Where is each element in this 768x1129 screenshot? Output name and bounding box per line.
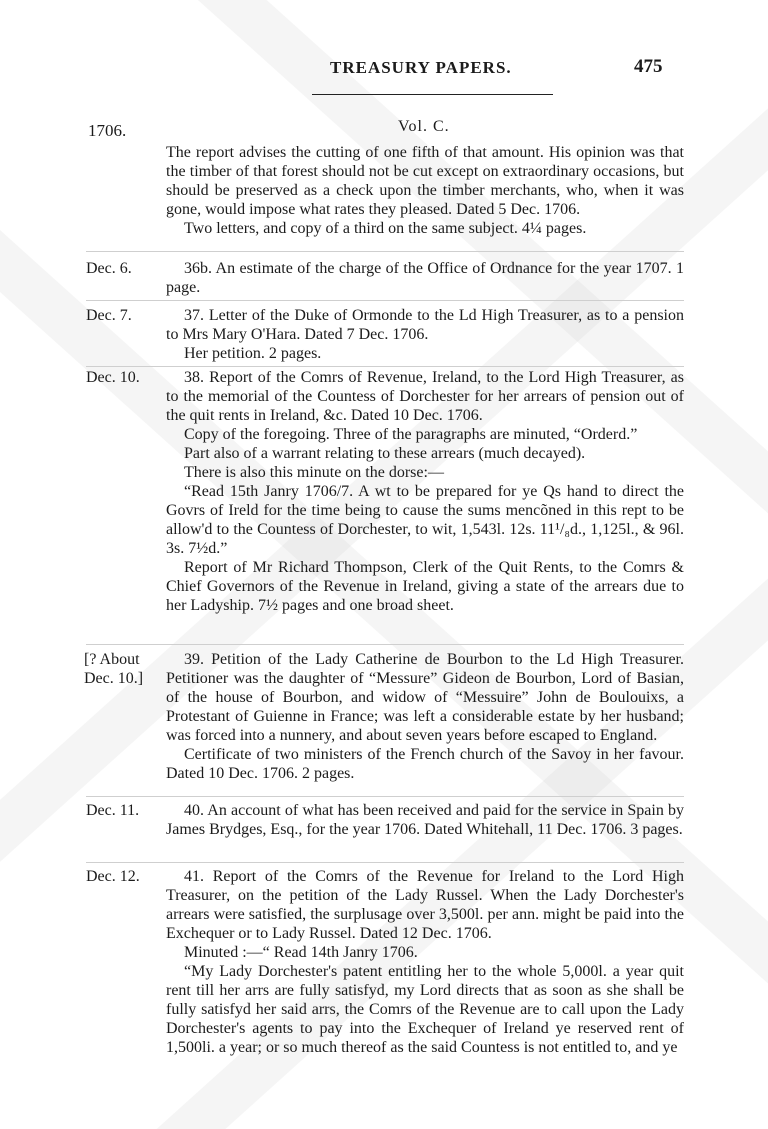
paragraph: Copy of the foregoing. Three of the paragraphs are minuted, “Orderd.” (184, 426, 638, 443)
entry-text (166, 867, 684, 1057)
running-title: TREASURY PAPERS. (330, 58, 512, 77)
entry-date: Dec. 7. (86, 307, 132, 324)
entry-text (166, 368, 684, 615)
paragraph: 41. Report of the Comrs of the Revenue for Ireland to the Lord High Treasurer, on the petition of the Lady Russel. When the Lady Dorchester's arrears were satisfied, the surplusage over 3,500l. per ann. might be paid into the Exchequer or to Lady Russel. Dated 12 Dec. 1706. (166, 868, 684, 942)
entry-date: Dec. 6. (86, 260, 132, 277)
paragraph: 38. Report of the Comrs of Revenue, Ireland, to the Lord High Treasurer, as to the memorial of the Countess of Dorchester for her arrears of pension out of the quit rents in Ireland, &c. Dated 10 Dec. 1706. (166, 369, 684, 424)
paragraph: Minuted :—“ Read 14th Janry 1706. (184, 944, 418, 961)
paragraph: 37. Letter of the Duke of Ormonde to the Ld High Treasurer, as to a pension to Mrs Mary O'Hara. Dated 7 Dec. 1706. (166, 307, 684, 343)
paragraph: The report advises the cutting of one fifth of that amount. His opinion was that the timber of that forest should not be cut except on extraordinary occasions, but should be preserved as a check upon the timber merchants, who, when it was gone, would impose what rates they pleased. Dated 5 Dec. 1706. (166, 144, 684, 218)
entry-text (166, 650, 684, 783)
entry-date: Dec. 11. (86, 802, 140, 819)
paragraph: Report of Mr Richard Thompson, Clerk of the Quit Rents, to the Comrs & Chief Governors of the Revenue in Ireland, giving a state of the arrears due to her Ladyship. 7½ pages and one broad sheet. (166, 559, 684, 614)
paragraph: “Read 15th Janry 1706/7. A wt to be prepared for ye Qs hand to direct the Govrs of Ireld for the time being to cause the sums mencõned in this rept to be allow'd to the Countess of Dorchester, to wit, 1,543l. 12s. 11¹/₈d., 1,125l., & 96l. 3s. 7½d.” (166, 483, 684, 557)
entry-text (166, 143, 684, 238)
paragraph: Two letters, and copy of a third on the same subject. 4¼ pages. (184, 220, 587, 237)
entry-text (166, 801, 684, 839)
paragraph: Certificate of two ministers of the French church of the Savoy in her favour. Dated 10 Dec. 1706. 2 pages. (166, 746, 684, 782)
paragraph: Part also of a warrant relating to these arrears (much decayed). (184, 445, 586, 462)
paragraph: 39. Petition of the Lady Catherine de Bourbon to the Ld High Treasurer. Petitioner was the daughter of “Messure” Gideon de Bourbon, Lord of Basian, of the house of Bourbon, and widow of “Messuire” John de Boulouixs, a Protestant of Guienne in France; was left a considerable estate by her husband; was forced into a nunnery, and about seven years before escaped to England. (166, 651, 684, 744)
entry-text (166, 259, 684, 297)
paragraph: There is also this minute on the dorse:— (184, 464, 444, 481)
entry-text (166, 306, 684, 363)
paragraph: 36b. An estimate of the charge of the Office of Ordnance for the year 1707. 1 page. (166, 260, 684, 296)
divider (86, 862, 684, 863)
divider (86, 251, 684, 252)
page-number: 475 (634, 56, 663, 77)
divider (86, 300, 684, 301)
entry-date: Dec. 10. (86, 369, 140, 386)
entry-date: Dec. 12. (86, 868, 140, 885)
year-margin: 1706. (88, 121, 127, 140)
paragraph: Her petition. 2 pages. (184, 345, 322, 362)
paragraph: “My Lady Dorchester's patent entitling her to the whole 5,000l. a year quit rent till her arrs are fully satisfyd, my Lord directs that as soon as she shall be fully satisfyd her said arrs, the Comrs of the Revenue are to call upon the Lady Dorchester's agents to pay into the Exchequer of Ireland ye reserved rent of 1,500li. a year; or so much thereof as the said Countess is not entitled to, and ye (166, 963, 684, 1056)
entry-date: [? About Dec. 10.] (84, 651, 144, 687)
header-rule (312, 94, 553, 95)
volume-heading: Vol. C. (398, 118, 450, 135)
divider (86, 796, 684, 797)
divider (86, 366, 684, 367)
divider (86, 644, 684, 645)
paragraph: 40. An account of what has been received and paid for the service in Spain by James Brydges, Esq., for the year 1706. Dated Whitehall, 11 Dec. 1706. 3 pages. (166, 802, 684, 838)
